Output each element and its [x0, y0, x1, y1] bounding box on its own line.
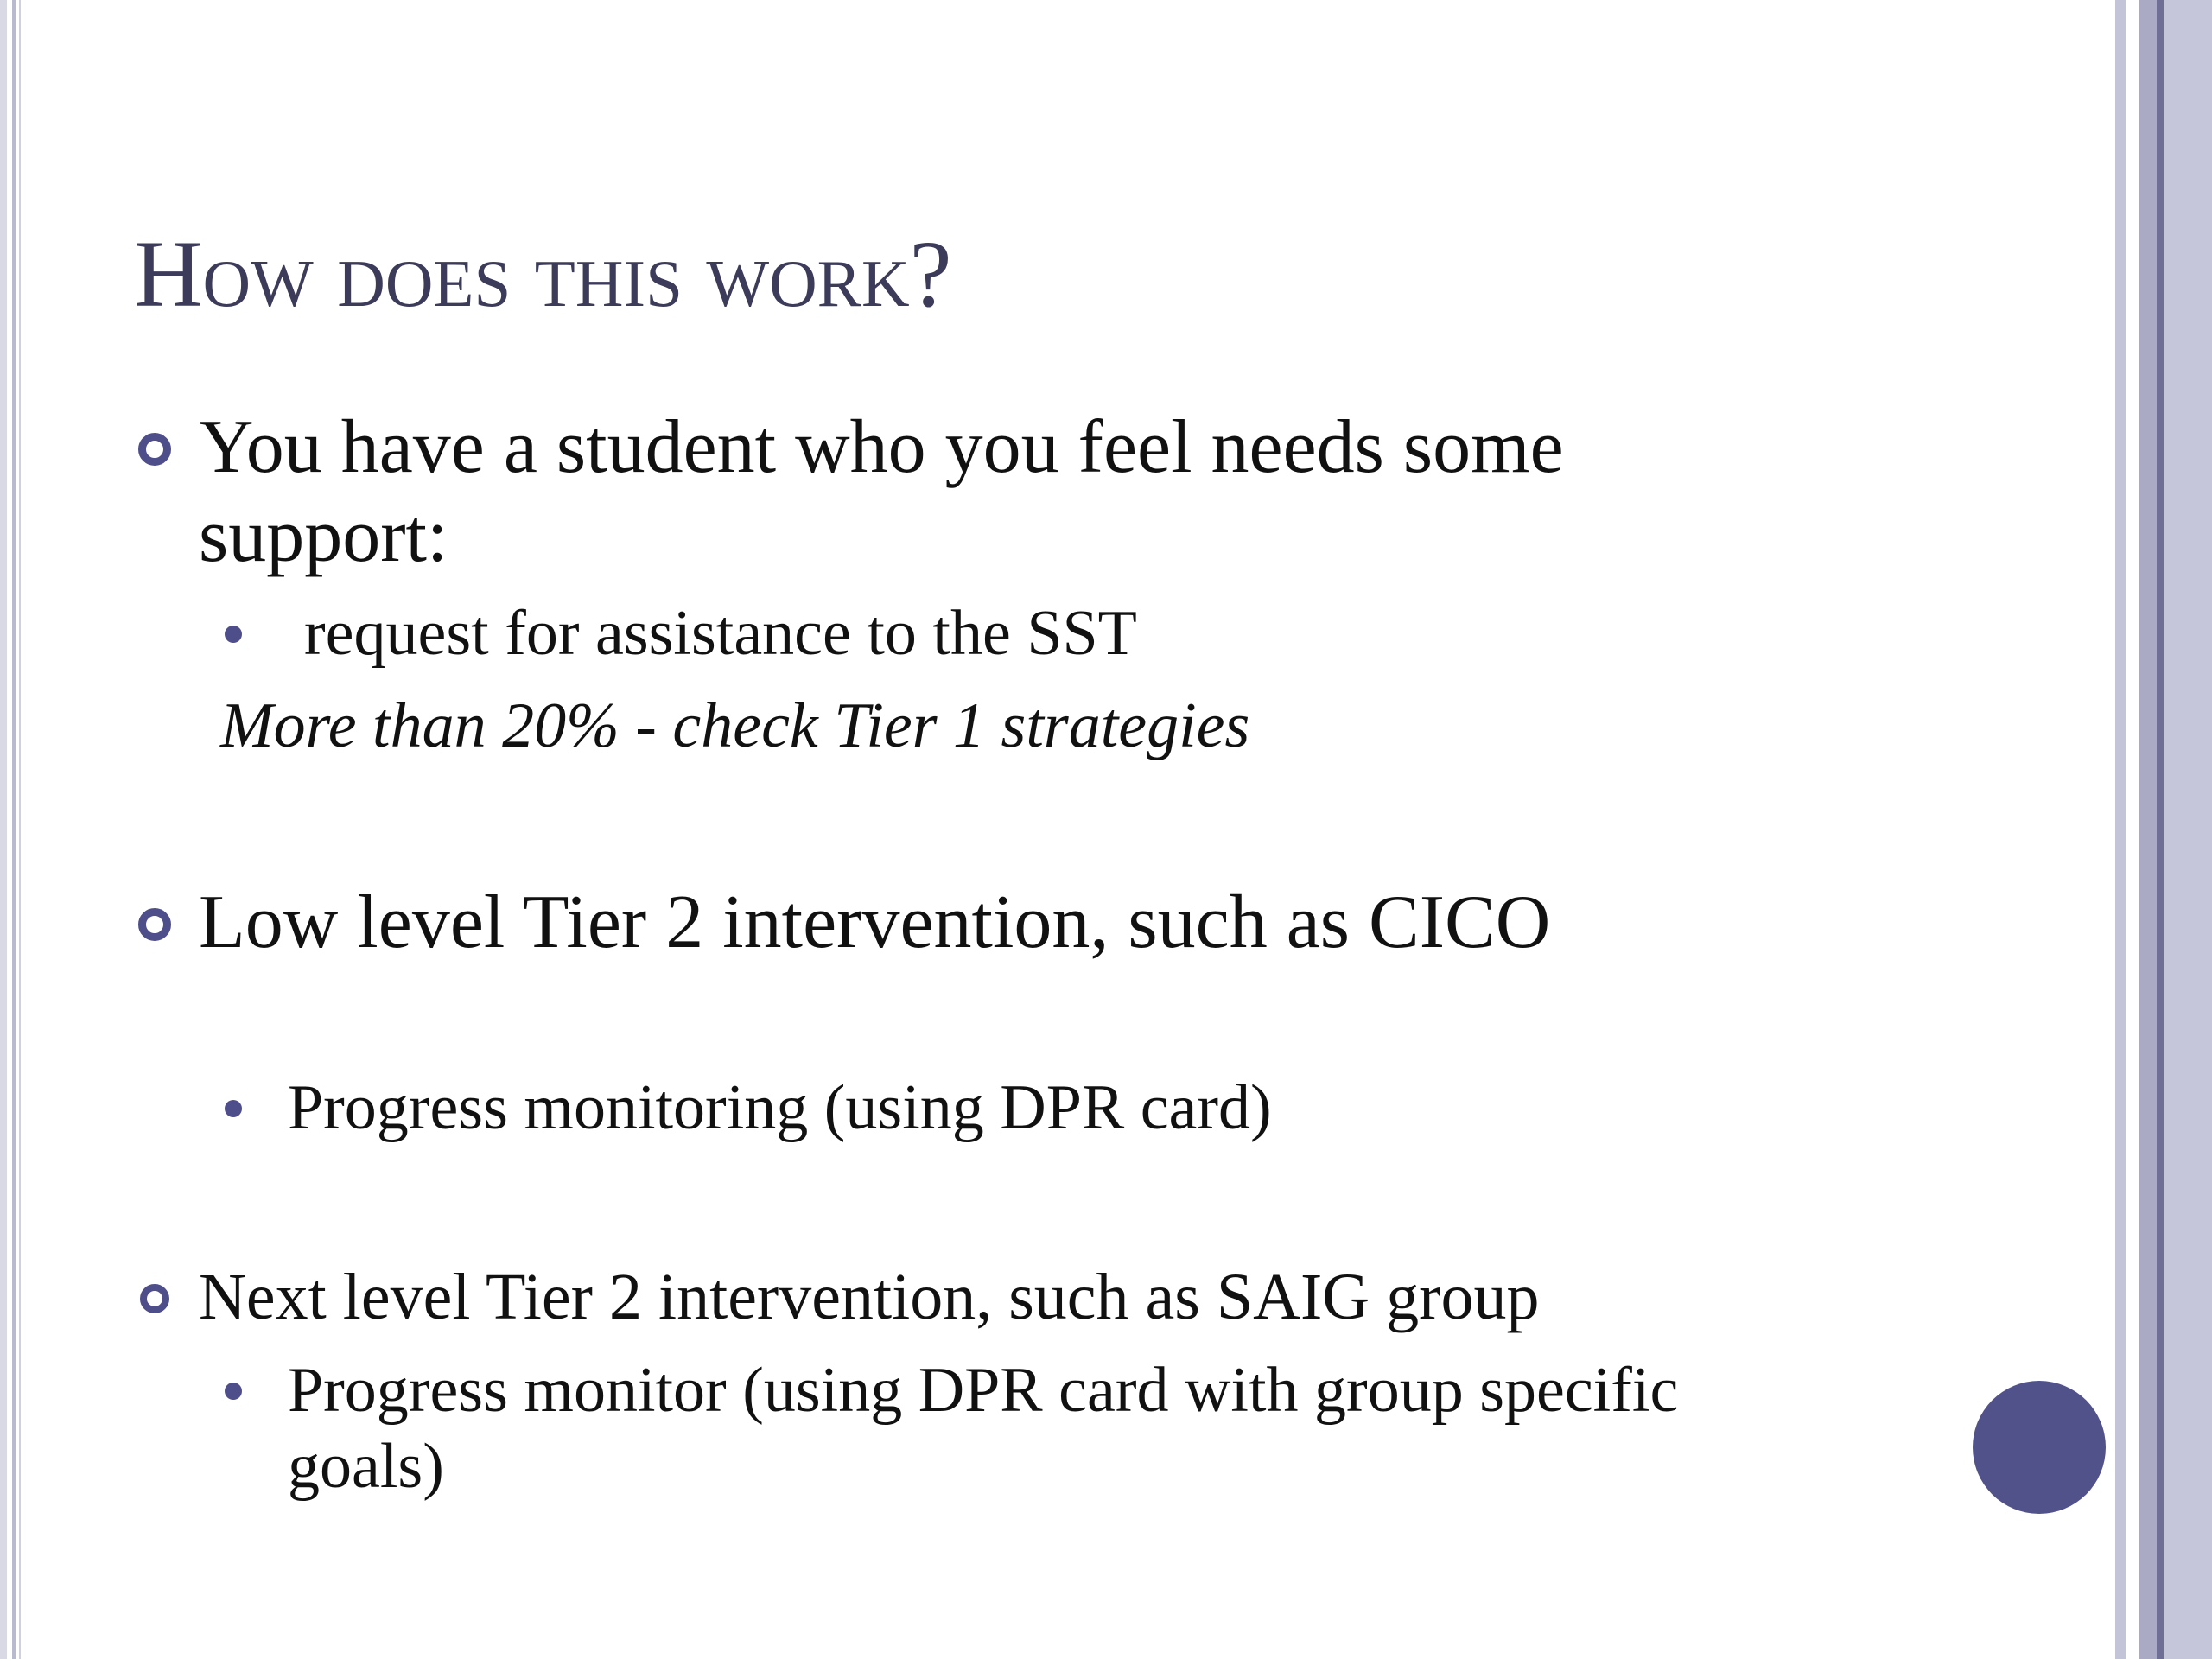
- hollow-circle-icon: [140, 1284, 169, 1313]
- right-frame-bar: [2139, 0, 2157, 1659]
- bullet-1-line-2: support:: [199, 494, 448, 578]
- bullet-2-sub-item: Progress monitoring (using DPR card): [288, 1072, 1272, 1143]
- filled-dot-icon: [225, 1100, 242, 1117]
- bullet-3-text: Next level Tier 2 intervention, such as SAIG group: [199, 1261, 1540, 1333]
- bullet-3-sub-line-1: Progress monitor (using DPR card with group specific: [288, 1355, 1679, 1426]
- left-frame-line: [12, 0, 16, 1659]
- hollow-circle-icon: [138, 433, 171, 466]
- right-frame-bar: [2157, 0, 2164, 1659]
- left-frame-line: [19, 0, 21, 1659]
- bullet-1-line-1: You have a student who you feel needs some: [199, 405, 1564, 489]
- bullet-1-note: More than 20% - check Tier 1 strategies: [220, 690, 1250, 761]
- bullet-1-sub-item: request for assistance to the SST: [304, 598, 1137, 669]
- decorative-circle: [1973, 1381, 2106, 1514]
- filled-dot-icon: [225, 1382, 242, 1400]
- left-frame-line: [0, 0, 7, 1659]
- right-frame-bar: [2115, 0, 2126, 1659]
- bullet-2-text: Low level Tier 2 intervention, such as CICO: [199, 880, 1551, 964]
- bullet-3-sub-line-2: goals): [288, 1431, 444, 1502]
- right-frame-bar: [2164, 0, 2212, 1659]
- hollow-circle-icon: [138, 908, 171, 941]
- slide-title: How does this work?: [134, 221, 952, 327]
- filled-dot-icon: [225, 626, 242, 643]
